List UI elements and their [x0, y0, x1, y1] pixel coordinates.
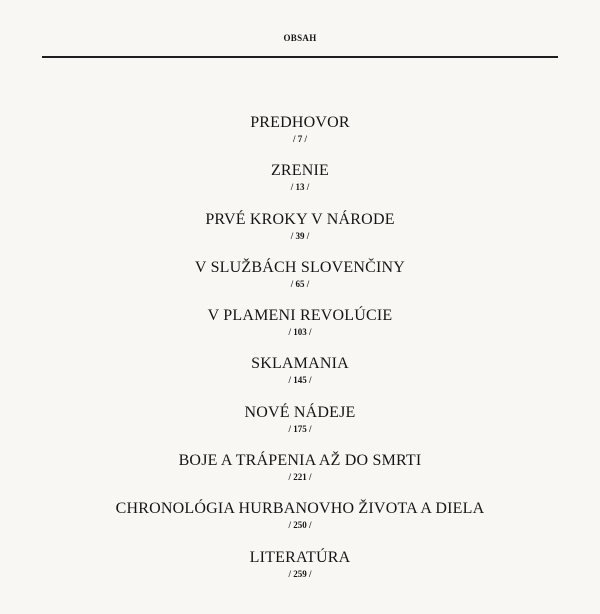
- toc-entry-page: / 145 /: [288, 375, 312, 386]
- toc-entry-page: / 65 /: [290, 278, 310, 289]
- toc-entry-title: LITERATÚRA: [249, 548, 351, 566]
- toc-entry-sklamania: [0, 355, 600, 403]
- toc-entry-title: BOJE A TRÁPENIA AŽ DO SMRTI: [178, 452, 422, 470]
- toc-entry-literatura: [0, 549, 600, 597]
- toc-entry-page: / 7 /: [292, 134, 307, 144]
- toc-entry-predhovor: [0, 114, 600, 162]
- toc-entry-title: V PLAMENI REVOLÚCIE: [207, 307, 393, 325]
- toc-entry-v-sluzbach: [0, 259, 600, 307]
- toc-entry-page: / 39 /: [290, 230, 310, 241]
- toc-entry-page: / 175 /: [288, 423, 312, 434]
- table-of-contents: [0, 114, 600, 597]
- toc-entry-title: PREDHOVOR: [250, 114, 350, 131]
- toc-entry-page: / 13 /: [290, 182, 310, 193]
- toc-entry-title: PRVÉ KROKY V NÁRODE: [205, 210, 395, 228]
- toc-entry-page: / 259 /: [288, 568, 312, 579]
- toc-entry-boje: [0, 452, 600, 500]
- toc-entry-nove-nadeje: [0, 404, 600, 452]
- page-header: OBSAH: [283, 33, 317, 43]
- toc-entry-page: / 221 /: [288, 472, 312, 483]
- toc-entry-prve-kroky: [0, 211, 600, 259]
- toc-entry-page: / 250 /: [288, 520, 312, 531]
- toc-entry-title: ZRENIE: [270, 162, 330, 180]
- toc-entry-chronologia: [0, 500, 600, 548]
- toc-entry-title: CHRONOLÓGIA HURBANOVHO ŽIVOTA A DIELA: [115, 500, 485, 518]
- toc-entry-v-plameni: [0, 307, 600, 355]
- toc-entry-page: / 103 /: [288, 327, 312, 338]
- toc-entry-title: V SLUŽBÁCH SLOVENČINY: [194, 258, 406, 276]
- toc-entry-title: NOVÉ NÁDEJE: [244, 403, 356, 421]
- header-rule: [42, 56, 558, 58]
- toc-entry-title: SKLAMANIA: [251, 355, 349, 373]
- toc-entry-zrenie: [0, 162, 600, 210]
